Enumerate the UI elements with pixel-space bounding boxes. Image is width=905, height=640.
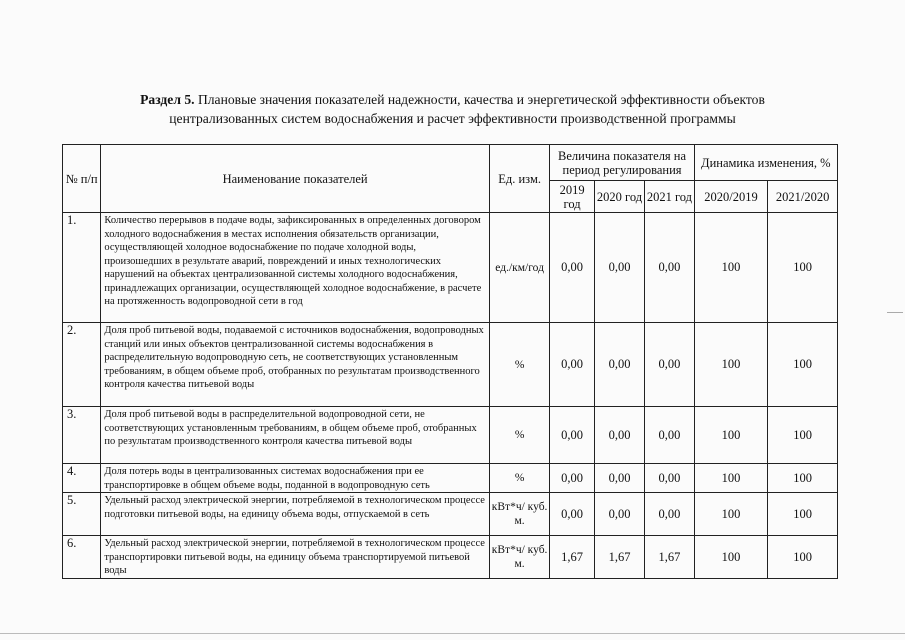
indicators-table: [62, 144, 838, 579]
table-row: [63, 323, 838, 407]
row-value-2020: 0,00: [594, 464, 644, 493]
row-dyn-2020-2019: 100: [694, 323, 768, 407]
row-value-2021: 0,00: [645, 407, 694, 464]
header-dyn-2021-2020: 2021/2020: [768, 181, 838, 213]
page-edge-line: [0, 633, 905, 634]
table-row: [63, 213, 838, 323]
row-num: 4.: [63, 464, 101, 493]
section-label: Раздел 5.: [140, 92, 195, 107]
row-dyn-2020-2019: 100: [694, 464, 768, 493]
row-num: 1.: [63, 213, 101, 323]
row-dyn-2020-2019: 100: [694, 493, 768, 536]
header-dynamics-group: Динамика изменения, %: [694, 145, 837, 181]
row-dyn-2021-2020: 100: [768, 323, 838, 407]
row-dyn-2021-2020: 100: [768, 464, 838, 493]
row-value-2019: 0,00: [550, 213, 594, 323]
row-dyn-2021-2020: 100: [768, 213, 838, 323]
row-num: 6.: [63, 536, 101, 579]
heading-line-1: [0, 90, 905, 109]
header-name: Наименование показателей: [101, 145, 490, 213]
row-num: 2.: [63, 323, 101, 407]
table-row: [63, 464, 838, 493]
row-unit: кВт*ч/ куб. м.: [489, 493, 550, 536]
row-value-2021: 0,00: [645, 213, 694, 323]
row-num: 3.: [63, 407, 101, 464]
table-row: [63, 536, 838, 579]
row-num: 5.: [63, 493, 101, 536]
row-value-2020: 1,67: [594, 536, 644, 579]
row-name: Доля проб питьевой воды в распределительной водопроводной сети, не соответствующих установленным требованиям, в общем объеме проб, отобранных по результатам производственного контроля качества питьевой воды: [101, 407, 490, 464]
row-dyn-2020-2019: 100: [694, 213, 768, 323]
row-value-2019: 1,67: [550, 536, 594, 579]
row-value-2020: 0,00: [594, 323, 644, 407]
row-value-2021: 0,00: [645, 493, 694, 536]
table-row: [63, 493, 838, 536]
row-name: Удельный расход электрической энергии, потребляемой в технологическом процессе транспортировки питьевой воды, на единицу объема транспортируемой питьевой воды: [101, 536, 490, 579]
row-unit: кВт*ч/ куб. м.: [489, 536, 550, 579]
row-unit: %: [489, 464, 550, 493]
row-value-2020: 0,00: [594, 407, 644, 464]
row-value-2021: 0,00: [645, 464, 694, 493]
heading-text-1: Плановые значения показателей надежности, качества и энергетической эффективности объектов: [197, 92, 765, 107]
row-value-2019: 0,00: [550, 464, 594, 493]
row-name: Количество перерывов в подаче воды, зафиксированных в определенных договором холодного водоснабжения в местах исполнения обязательств организации, осуществляющей холодное водоснабжение по подаче холодной воды, произошедших в результате аварий, повреждений и иных технологических нарушений на объектах централизованной системы холодного водоснабжения, принадлежащих организации, осуществляющей холодное водоснабжение, в расчете на протяженность водопроводной сети в год: [101, 213, 490, 323]
row-value-2019: 0,00: [550, 323, 594, 407]
row-unit: %: [489, 407, 550, 464]
row-name: Удельный расход электрической энергии, потребляемой в технологическом процессе подготовки питьевой воды, на единицу объема воды, отпускаемой в сеть: [101, 493, 490, 536]
header-year-2020: 2020 год: [594, 181, 644, 213]
section-heading: [0, 90, 905, 128]
row-name: Доля потерь воды в централизованных системах водоснабжения при ее транспортировке в общем объеме воды, поданной в водопроводную сеть: [101, 464, 490, 493]
header-value-group: Величина показателя на период регулирования: [550, 145, 694, 181]
row-dyn-2021-2020: 100: [768, 493, 838, 536]
row-dyn-2020-2019: 100: [694, 536, 768, 579]
row-name: Доля проб питьевой воды, подаваемой с источников водоснабжения, водопроводных станций или иных объектов централизованной системы водоснабжения в распределительную водопроводную сеть, не соответствующих установленным требованиям, в общем объеме проб, отобранных по результатам производственного контроля качества питьевой воды: [101, 323, 490, 407]
margin-mark: [887, 312, 903, 313]
row-value-2021: 0,00: [645, 323, 694, 407]
row-unit: ед./км/год: [489, 213, 550, 323]
header-year-2021: 2021 год: [645, 181, 694, 213]
header-unit: Ед. изм.: [489, 145, 550, 213]
header-num: № п/п: [63, 145, 101, 213]
header-year-2019: 2019 год: [550, 181, 594, 213]
row-unit: %: [489, 323, 550, 407]
row-dyn-2020-2019: 100: [694, 407, 768, 464]
table-row: [63, 407, 838, 464]
row-value-2020: 0,00: [594, 493, 644, 536]
row-value-2019: 0,00: [550, 493, 594, 536]
row-value-2021: 1,67: [645, 536, 694, 579]
header-dyn-2020-2019: 2020/2019: [694, 181, 768, 213]
row-value-2020: 0,00: [594, 213, 644, 323]
row-value-2019: 0,00: [550, 407, 594, 464]
row-dyn-2021-2020: 100: [768, 407, 838, 464]
row-dyn-2021-2020: 100: [768, 536, 838, 579]
heading-line-2: централизованных систем водоснабжения и расчет эффективности производственной программы: [169, 111, 736, 126]
